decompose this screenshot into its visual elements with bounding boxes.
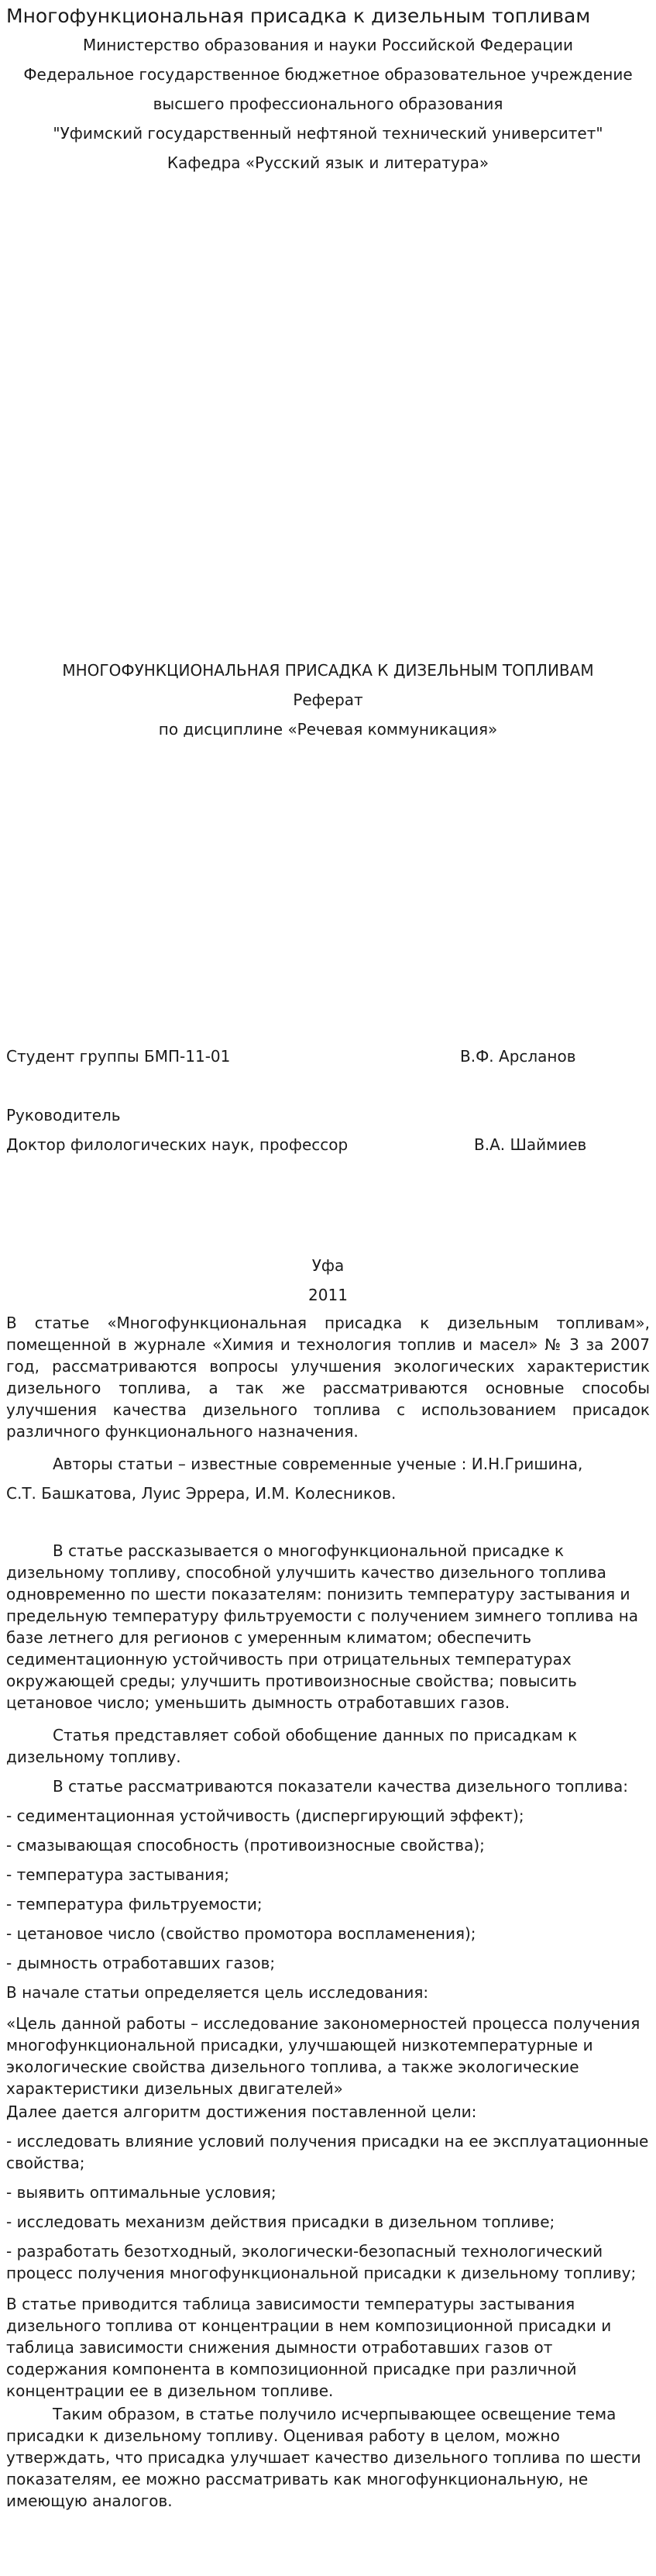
list-item: - цетановое число (свойство промотора воспламенения); xyxy=(6,1924,476,1943)
list-item: - выявить оптимальные условия; xyxy=(6,2183,276,2202)
supervisor-label: Руководитель xyxy=(6,1106,121,1124)
education-level-line: высшего профессионального образования xyxy=(153,95,503,113)
paragraph-description: В статье рассказывается о многофункциональной присадке к дизельному топливу, способной улучшить качество дизельного топлива одновременно по шести показателям: понизить температуру застывания и предельную температуру фильтруемости с получением зимнего топлива на базе летнего для регионов с умеренным климатом; обеспечить седиментационную устойчивость при отрицательных температурах окружающей среды; улучшить противоизносные свойства; повысить цетановое число; уменьшить дымность отработавших газов. xyxy=(6,1541,639,1712)
paragraph-indicators-intro: В статье рассматриваются показатели качества дизельного топлива: xyxy=(53,1777,629,1796)
list-item: - разработать безотходный, экологически-безопасный технологический процесс получения многофункциональной присадки к дизельному топливу; xyxy=(6,2242,637,2282)
cover-work-type: Реферат xyxy=(293,690,363,709)
cover-discipline: по дисциплине «Речевая коммуникация» xyxy=(158,720,498,739)
year: 2011 xyxy=(308,1286,348,1304)
paragraph-tables: В статье приводится таблица зависимости температуры застывания дизельного топлива от концентрации в нем композиционной присадки и таблица зависимости снижения дымности отработавших газов от содержания компонента в композиционной присадке при различной концентрации ее в дизельном топливе. xyxy=(6,2295,612,2400)
student-label: Студент группы БМП-11-01 xyxy=(6,1047,231,1066)
list-item: - исследовать механизм действия присадки в дизельном топливе; xyxy=(6,2213,555,2231)
paragraph-conclusion: Таким образом, в статье получило исчерпывающее освещение тема присадки к дизельному топливу. Оценивая работу в целом, можно утверждать, что присадка улучшает качество дизельного топлива по шести показателям, ее можно рассматривать как многофункциональную, не имеющую аналогов. xyxy=(6,2405,641,2510)
paragraph-summary: Статья представляет собой обобщение данных по присадкам к дизельному топливу. xyxy=(6,1726,578,1766)
document-title: Многофункциональная присадка к дизельным топливам xyxy=(6,5,591,27)
department-line: Кафедра «Русский язык и литература» xyxy=(167,153,489,172)
list-item: - исследовать влияние условий получения присадки на ее эксплуатационные свойства; xyxy=(6,2132,649,2172)
paragraph-intro: В статье «Многофункциональная присадка к дизельным топливам», помещенной в журнале «Химия и технология топлив и масел» № 3 за 2007 год, рассматриваются вопросы улучшения экологических характеристик дизельного топлива, а так же рассматриваются основные способы улучшения качества дизельного топлива с использованием присадок различного функционального назначения. xyxy=(6,1314,650,1441)
paragraph-goal-intro: В начале статьи определяется цель исследования: xyxy=(6,1983,429,2002)
cover-topic: МНОГОФУНКЦИОНАЛЬНАЯ ПРИСАДКА К ДИЗЕЛЬНЫМ ТОПЛИВАМ xyxy=(62,661,594,680)
university-line: "Уфимский государственный нефтяной технический университет" xyxy=(53,124,603,143)
list-item: - седиментационная устойчивость (диспергирующий эффект); xyxy=(6,1806,524,1825)
list-item: - дымность отработавших газов; xyxy=(6,1954,276,1972)
paragraph-algorithm-intro: Далее дается алгоритм достижения поставленной цели: xyxy=(6,2102,477,2121)
paragraph-authors-line1: Авторы статьи – известные современные ученые : И.Н.Гришина, xyxy=(53,1455,583,1473)
city: Уфа xyxy=(311,1256,345,1275)
supervisor-name: В.А. Шаймиев xyxy=(474,1135,587,1154)
paragraph-goal-quote: «Цель данной работы – исследование закономерностей процесса получения многофункциональной присадки, улучшающей низкотемпературные и экологические свойства дизельного топлива, а также экологические характеристики дизельных двигателей» xyxy=(6,2014,641,2098)
list-item: - смазывающая способность (противоизносные свойства); xyxy=(6,1836,485,1855)
institution-type-line: Федеральное государственное бюджетное образовательное учреждение xyxy=(23,65,633,84)
list-item: - температура фильтруемости; xyxy=(6,1895,263,1913)
student-name: В.Ф. Арсланов xyxy=(460,1047,576,1066)
paragraph-authors-line2: С.Т. Башкатова, Луис Эррера, И.М. Колесников. xyxy=(6,1484,397,1503)
supervisor-title: Доктор филологических наук, профессор xyxy=(6,1135,349,1154)
ministry-line: Министерство образования и науки Российской Федерации xyxy=(82,36,574,54)
list-item: - температура застывания; xyxy=(6,1865,229,1884)
